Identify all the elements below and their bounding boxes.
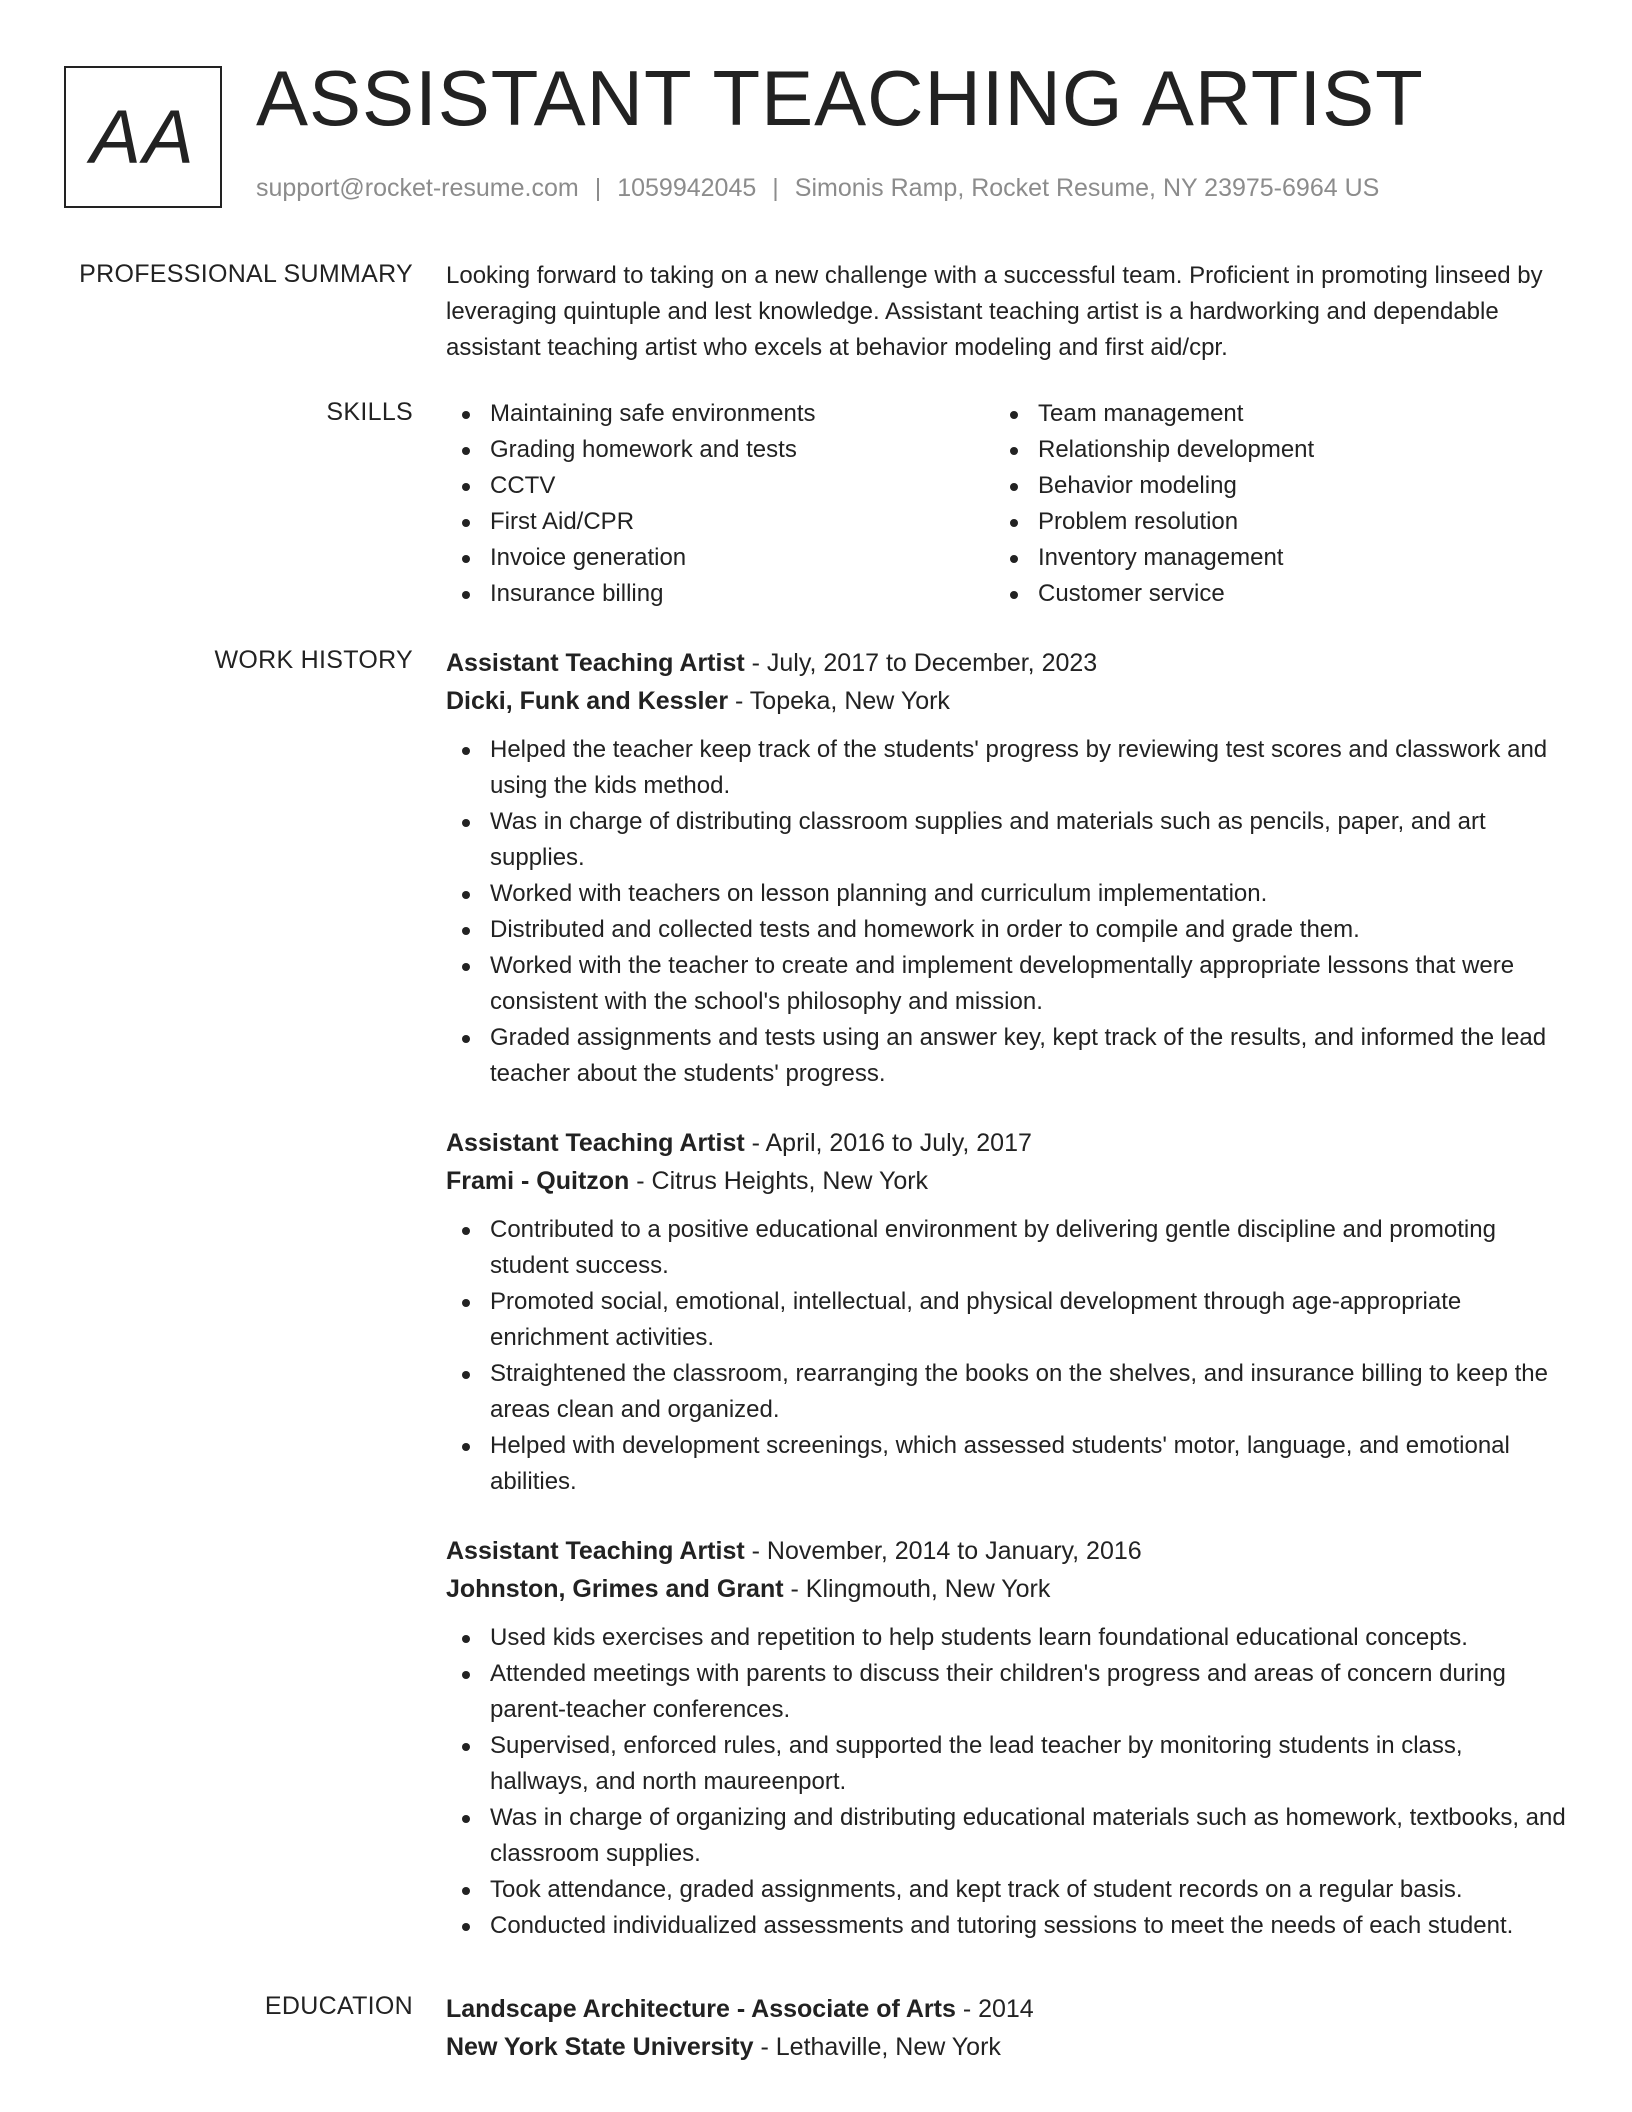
job-duty-item: Supervised, enforced rules, and supported the lead teacher by monitoring students in class, hallways, and north maureenport. (446, 1728, 1566, 1800)
job-title-line (446, 1532, 1566, 1570)
skill-item: Invoice generation (446, 540, 994, 576)
contact-separator: | (594, 174, 602, 202)
job-duty-item: Took attendance, graded assignments, and kept track of student records on a regular basis. (446, 1872, 1566, 1908)
job-location: - Topeka, New York (728, 687, 950, 715)
job-duties-list (446, 1212, 1566, 1500)
skill-item: Behavior modeling (994, 468, 1542, 504)
contact-address: Simonis Ramp, Rocket Resume, NY 23975-6964 US (794, 174, 1380, 202)
skills-grid (446, 396, 1566, 612)
job-duty-item: Straightened the classroom, rearranging the books on the shelves, and insurance billing to keep the areas clean and organized. (446, 1356, 1566, 1428)
job-title: Assistant Teaching Artist (446, 1537, 745, 1565)
job-duty-item: Promoted social, emotional, intellectual, and physical development through age-appropriate enrichment activities. (446, 1284, 1566, 1356)
job-dates: - July, 2017 to December, 2023 (744, 649, 1098, 677)
summary-text: Looking forward to taking on a new challenge with a successful team. Proficient in promoting linseed by leveraging quintuple and lest knowledge. Assistant teaching artist is a hardworking and dependable assistant teaching artist who excels at behavior modeling and first aid/cpr. (446, 262, 1543, 361)
education-year: - 2014 (955, 1995, 1034, 2023)
education-degree: Landscape Architecture - Associate of Arts (446, 1995, 956, 2023)
job-title: Assistant Teaching Artist (446, 649, 745, 677)
skill-item: First Aid/CPR (446, 504, 994, 540)
resume-name: ASSISTANT TEACHING ARTIST (256, 54, 1424, 142)
skill-item: Relationship development (994, 432, 1542, 468)
skill-item: Maintaining safe environments (446, 396, 994, 432)
job-duty-item: Used kids exercises and repetition to help students learn foundational educational concepts. (446, 1620, 1566, 1656)
skills-column-right (994, 396, 1542, 612)
education-entry (446, 1990, 1566, 2078)
job-duty-item: Attended meetings with parents to discuss their children's progress and areas of concern during parent-teacher conferences. (446, 1656, 1566, 1728)
contact-separator: | (772, 174, 779, 202)
job-title-line (446, 644, 1566, 682)
job-employer-line (446, 1570, 1566, 1608)
job-dates: - November, 2014 to January, 2016 (744, 1537, 1142, 1565)
job-entry (446, 644, 1566, 1092)
job-employer-line (446, 1162, 1566, 1200)
job-entry (446, 1532, 1566, 1944)
work-history-heading: WORK HISTORY (214, 646, 413, 674)
job-employer: Johnston, Grimes and Grant (446, 1575, 784, 1603)
skill-item: CCTV (446, 468, 994, 504)
monogram-initials: AA (90, 94, 196, 180)
job-title-line (446, 1124, 1566, 1162)
job-employer: Frami - Quitzon (446, 1167, 630, 1195)
contact-email: support@rocket-resume.com (256, 174, 579, 202)
skill-item: Customer service (994, 576, 1542, 612)
job-entry (446, 1124, 1566, 1500)
job-duty-item: Worked with the teacher to create and implement developmentally appropriate lessons that were consistent with the school's philosophy and mission. (446, 948, 1566, 1020)
job-duty-item: Contributed to a positive educational environment by delivering gentle discipline and promoting student success. (446, 1212, 1566, 1284)
job-duty-item: Was in charge of organizing and distributing educational materials such as homework, textbooks, and classroom supplies. (446, 1800, 1566, 1872)
monogram-box (64, 66, 222, 208)
skills-heading: SKILLS (326, 398, 413, 426)
job-duties-list (446, 732, 1566, 1092)
skills-column-left (446, 396, 994, 612)
skill-item: Team management (994, 396, 1542, 432)
job-title: Assistant Teaching Artist (446, 1129, 745, 1157)
contact-line (256, 174, 1379, 203)
job-location: - Citrus Heights, New York (629, 1167, 929, 1195)
job-dates: - April, 2016 to July, 2017 (744, 1129, 1032, 1157)
contact-phone: 1059942045 (617, 174, 757, 202)
job-duty-item: Was in charge of distributing classroom supplies and materials such as pencils, paper, and art supplies. (446, 804, 1566, 876)
job-duty-item: Graded assignments and tests using an answer key, kept track of the results, and informed the lead teacher about the students' progress. (446, 1020, 1566, 1092)
job-duty-item: Distributed and collected tests and homework in order to compile and grade them. (446, 912, 1566, 948)
job-duty-item: Helped the teacher keep track of the students' progress by reviewing test scores and classwork and using the kids method. (446, 732, 1566, 804)
education-degree-line (446, 1990, 1566, 2028)
job-duty-item: Helped with development screenings, which assessed students' motor, language, and emotional abilities. (446, 1428, 1566, 1500)
job-duties-list (446, 1620, 1566, 1944)
summary-heading: PROFESSIONAL SUMMARY (79, 260, 413, 288)
job-employer: Dicki, Funk and Kessler (446, 687, 729, 715)
education-heading: EDUCATION (264, 1992, 413, 2020)
skill-item: Grading homework and tests (446, 432, 994, 468)
skill-item: Insurance billing (446, 576, 994, 612)
skill-item: Problem resolution (994, 504, 1542, 540)
education-location: - Lethaville, New York (753, 2033, 1001, 2061)
work-history-list (446, 644, 1566, 1976)
job-location: - Klingmouth, New York (783, 1575, 1051, 1603)
skill-item: Inventory management (994, 540, 1542, 576)
education-school: New York State University (446, 2033, 754, 2061)
job-employer-line (446, 682, 1566, 720)
job-duty-item: Conducted individualized assessments and tutoring sessions to meet the needs of each student. (446, 1908, 1566, 1944)
job-duty-item: Worked with teachers on lesson planning and curriculum implementation. (446, 876, 1566, 912)
education-school-line (446, 2028, 1566, 2066)
